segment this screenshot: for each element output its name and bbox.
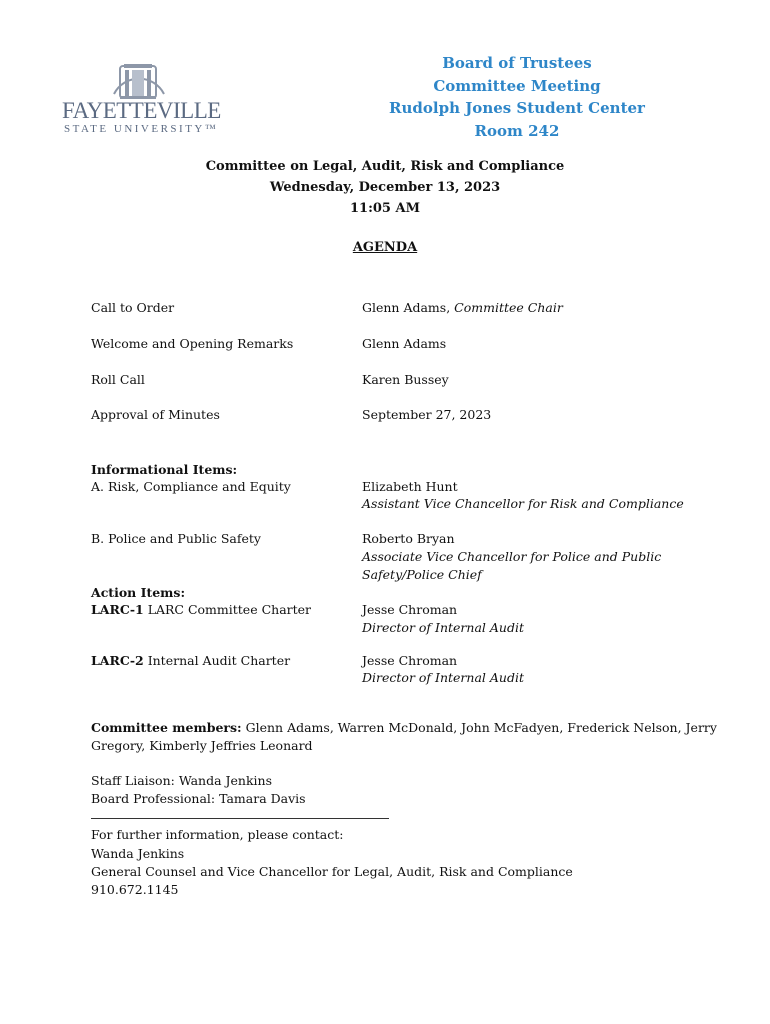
- meeting-time: 11:05 AM: [350, 201, 420, 216]
- committee-members-continued: Gregory, Kimberly Jeffries Leonard: [91, 738, 313, 753]
- presenter-title: Assistant Vice Chancellor for Risk and Compliance: [362, 496, 684, 511]
- action-heading: Action Items:: [91, 585, 186, 600]
- document-title: [0, 156, 770, 219]
- contact-intro: For further information, please contact:: [91, 827, 344, 842]
- presenter-title: Director of Internal Audit: [362, 670, 524, 685]
- header-line: Committee Meeting: [433, 76, 601, 95]
- contact-phone: 910.672.1145: [91, 882, 179, 897]
- agenda-item-presenter: Roberto Bryan: [362, 531, 455, 546]
- agenda-item-presenter: September 27, 2023: [362, 407, 492, 422]
- agenda-item-presenter: Glenn Adams, Committee Chair: [362, 300, 563, 315]
- agenda-item-presenter: Jesse Chroman: [362, 602, 458, 617]
- agenda-item-presenter: Glenn Adams: [362, 336, 447, 351]
- action-code: LARC-2: [91, 653, 144, 668]
- informational-heading: Informational Items:: [91, 462, 238, 477]
- header-line: Room 242: [474, 121, 560, 140]
- divider-line: [91, 818, 389, 819]
- agenda-item-presenter: Jesse Chroman: [362, 653, 458, 668]
- agenda-heading: AGENDA: [352, 240, 418, 255]
- header-line: Board of Trustees: [442, 54, 592, 72]
- board-professional: Board Professional: Tamara Davis: [91, 791, 306, 806]
- contact-name: Wanda Jenkins: [91, 846, 185, 861]
- agenda-item-label: A. Risk, Compliance and Equity: [91, 479, 291, 494]
- meeting-date: Wednesday, December 13, 2023: [269, 180, 501, 195]
- agenda-item-label: LARC-2 Internal Audit Charter: [91, 653, 291, 668]
- action-code: LARC-1: [91, 602, 144, 617]
- contact-title: General Counsel and Vice Chancellor for Legal, Audit, Risk and Compliance: [91, 864, 573, 879]
- logo-wordmark: FAYETTEVILLE: [62, 98, 221, 123]
- presenter-title: Director of Internal Audit: [362, 620, 524, 635]
- agenda-item-label: Approval of Minutes: [91, 407, 220, 422]
- agenda-item-label: B. Police and Public Safety: [91, 531, 261, 546]
- committee-name: Committee on Legal, Audit, Risk and Compliance: [205, 159, 565, 174]
- committee-members: Committee members: Glenn Adams, Warren McDonald, John McFadyen, Frederick Nelson, Jerry: [91, 720, 717, 735]
- header-line: Rudolph Jones Student Center: [389, 99, 645, 117]
- agenda-item-label: Roll Call: [91, 372, 145, 387]
- agenda-item-label: LARC-1 LARC Committee Charter: [91, 602, 312, 617]
- logo-subtitle: STATE UNIVERSITY™: [64, 123, 219, 135]
- agenda-item-presenter: Karen Bussey: [362, 372, 449, 387]
- staff-liaison: Staff Liaison: Wanda Jenkins: [91, 773, 273, 788]
- presenter-role: Committee Chair: [454, 300, 563, 315]
- presenter-title: Associate Vice Chancellor for Police and Public: [362, 549, 662, 564]
- meeting-header: [352, 52, 682, 142]
- presenter-title: Safety/Police Chief: [362, 567, 482, 582]
- agenda-item-presenter: Elizabeth Hunt: [362, 479, 458, 494]
- agenda-item-label: Welcome and Opening Remarks: [91, 336, 294, 351]
- agenda-item-label: Call to Order: [91, 300, 175, 315]
